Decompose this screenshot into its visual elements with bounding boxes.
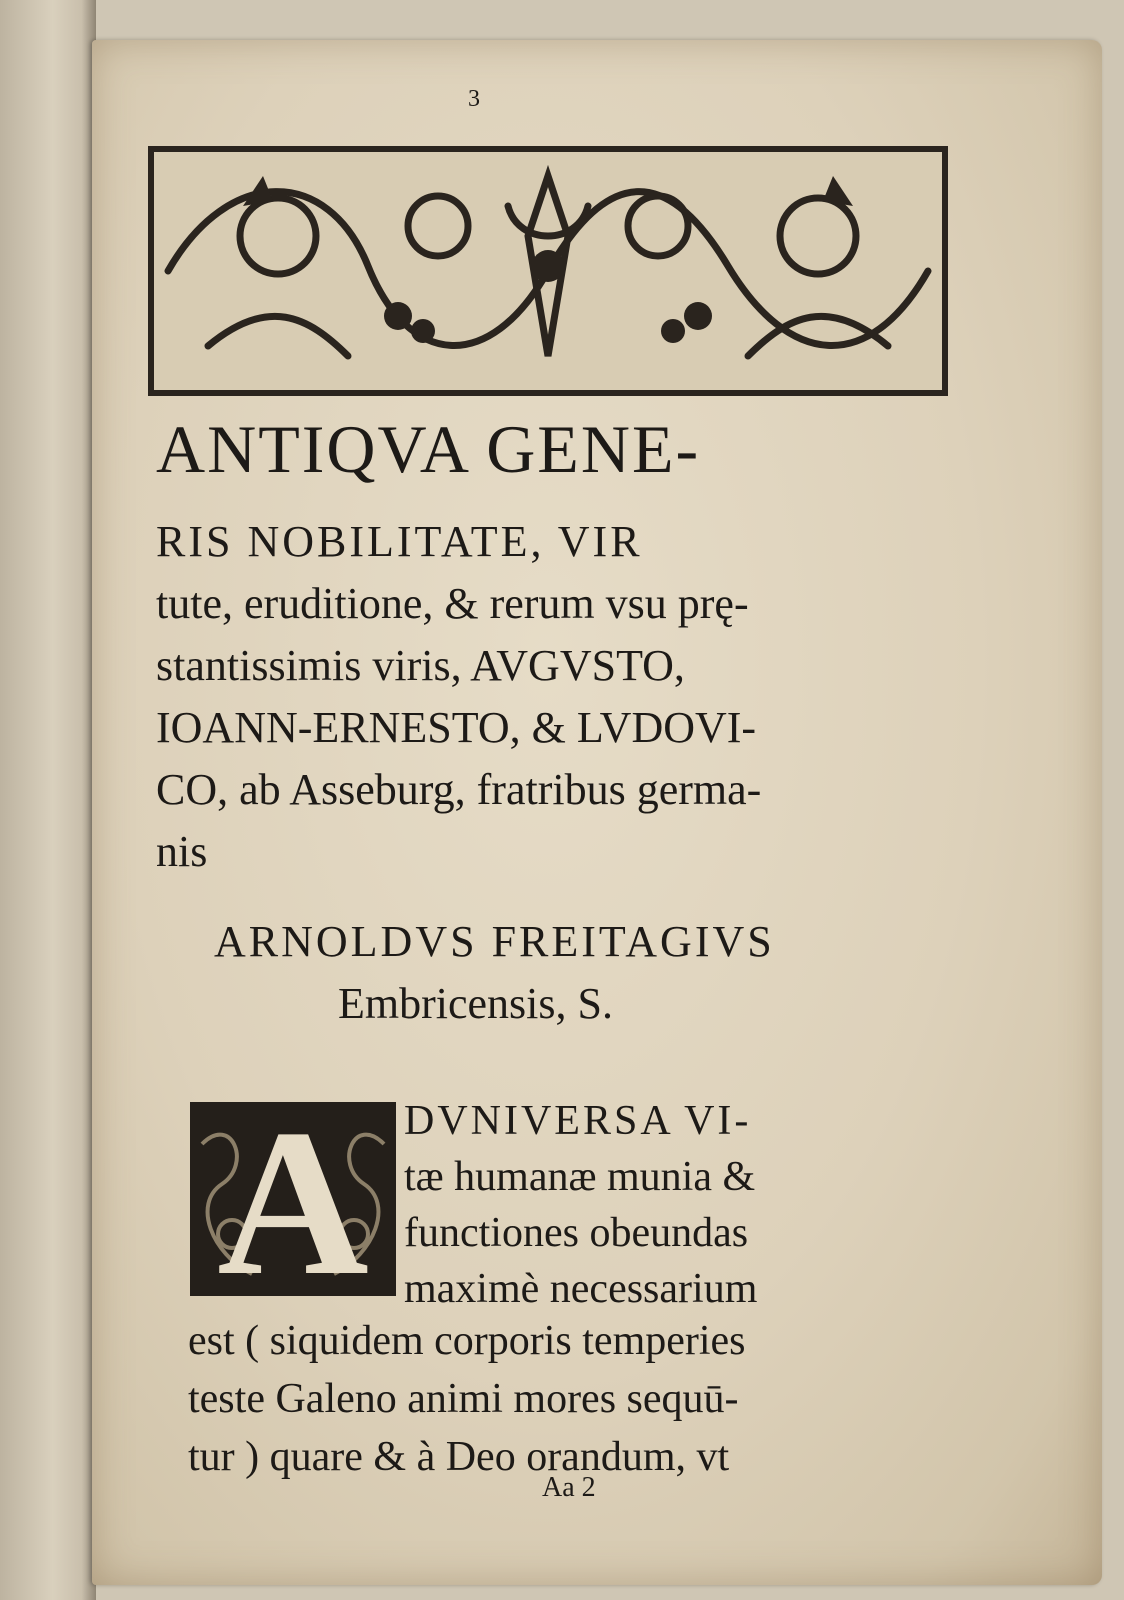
dedication-text — [156, 517, 936, 892]
dedication-line: stantissimis viris, AVGVSTO, — [156, 641, 685, 690]
dedication-line: CO, ab Asseburg, fratribus germa- — [156, 765, 762, 814]
dedication-line: IOANN-ERNESTO, & LVDOVI- — [156, 703, 757, 752]
paragraph-line: est ( siquidem corporis temperies — [188, 1318, 746, 1364]
book-page — [92, 40, 1102, 1585]
paragraph-continuation — [188, 1320, 948, 1494]
left-page-edge — [0, 0, 96, 1600]
paragraph-line: tæ humanæ munia & — [404, 1154, 756, 1200]
dedication-line: nis — [156, 827, 208, 876]
salutation-author: ARNOLDVS FREITAGIVS — [214, 917, 775, 966]
dedication-line: RIS NOBILITATE, VIR — [156, 517, 643, 566]
salutation-origin: Embricensis, S. — [338, 979, 613, 1028]
dedication-line: tute, eruditione, & rerum vsu prę- — [156, 579, 749, 628]
paragraph-line: maximè necessarium — [404, 1266, 758, 1312]
page-number: 3 — [468, 86, 480, 112]
paragraph-line: functiones obeundas — [404, 1210, 749, 1256]
paragraph-line: DVNIVERSA VI- — [404, 1098, 752, 1144]
paragraph-line: tur ) quare & à Deo orandum, vt — [188, 1434, 730, 1480]
signature-mark: Aa 2 — [542, 1472, 596, 1503]
salutation — [214, 917, 934, 1044]
decorated-initial — [190, 1087, 396, 1319]
woodcut-headpiece-ornament — [148, 146, 948, 396]
paragraph-opening — [404, 1100, 944, 1324]
paragraph-line: teste Galeno animi mores sequū- — [188, 1376, 739, 1422]
title-heading: ANTIQVA GENE- — [156, 411, 701, 487]
initial-letter: A — [217, 1087, 369, 1319]
